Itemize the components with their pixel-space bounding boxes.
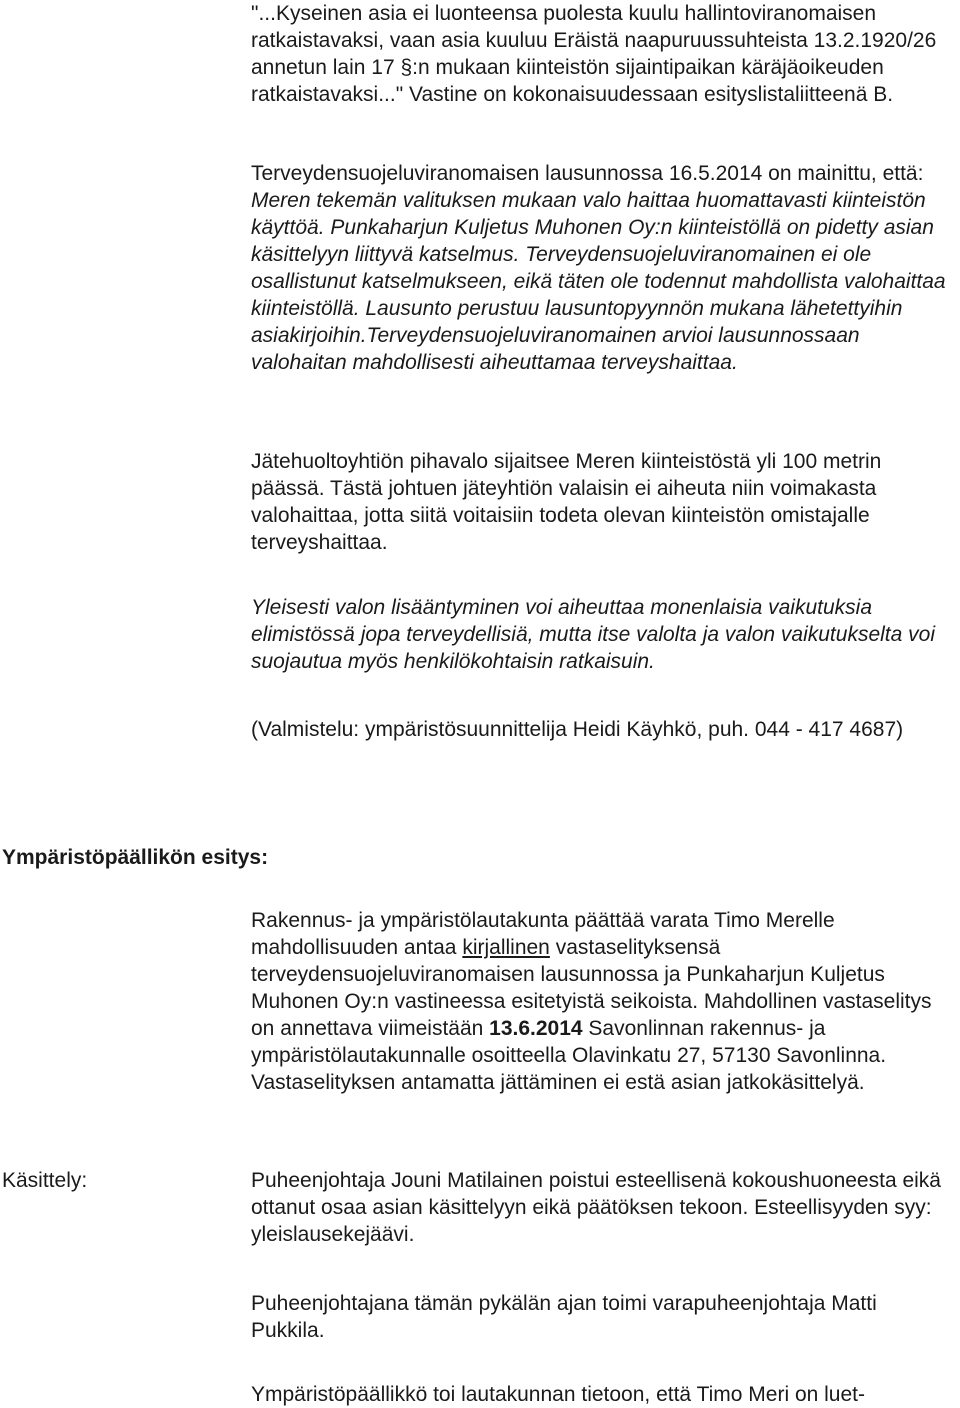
quote-text: "...Kyseinen asia ei luonteensa puolesta kuulu hallintoviranomaisen ratkaistavaksi, vaan asia kuuluu Eräistä naapuruussuhteista 13.2.1920/26 annetun lain 17 §:n mukaan kiinteistön sijaintipaikan käräjäoikeuden ratkaistavaksi..." Vastine on kokonaisuudessaan esityslistaliitteenä B. (251, 2, 937, 106)
proposal-underlined-word: kirjallinen (462, 936, 550, 959)
preparation-text: (Valmistelu: ympäristösuunnittelija Heidi Käyhkö, puh. 044 - 417 4687) (251, 718, 904, 741)
preparation-paragraph (251, 716, 951, 743)
proposal-part-3: Savonlinnan rakennus- ja ympäristölautakunnalle osoitteella Olavinkatu 27, 57130 Savonlinna. Vastaselityksen antamatta jättäminen ei estä asian jatkokäsittelyä. (251, 1017, 887, 1094)
proposal-part-1: Rakennus- ja ympäristölautakunta päättää varata Timo Merelle mahdollisuuden antaa (251, 909, 835, 959)
health-authority-paragraph (251, 160, 951, 376)
health-authority-quote-1: Meren tekemän valituksen mukaan valo haittaa huomattavasti kiinteistön käyttöä. (251, 189, 926, 239)
general-light-paragraph (251, 594, 951, 675)
proposal-paragraph (251, 907, 951, 1096)
waste-company-paragraph (251, 448, 951, 556)
kasittely-paragraph-3 (251, 1381, 951, 1408)
kasittely-text-3: Ympäristöpäällikkö toi lautakunnan tietoon, että Timo Meri on luet- (251, 1383, 865, 1406)
kasittely-text-2: Puheenjohtajana tämän pykälän ajan toimi varapuheenjohtaja Matti Pukkila. (251, 1292, 877, 1342)
kasittely-label: Käsittely: (2, 1169, 88, 1192)
kasittely-paragraph-1 (251, 1167, 951, 1248)
waste-company-text: Jätehuoltoyhtiön pihavalo sijaitsee Meren kiinteistöstä yli 100 metrin päässä. Tästä johtuen jäteyhtiön valaisin ei aiheuta niin voimakasta valohaittaa, jotta siitä voitaisiin todeta olevan kiinteistön omistajalle terveyshaittaa. (251, 450, 882, 554)
proposal-heading: Ympäristöpäällikön esitys: (2, 846, 269, 869)
general-light-text: Yleisesti valon lisääntyminen voi aiheuttaa monenlaisia vaikutuksia elimistössä jopa terveydellisiä, mutta itse valolta ja valon vaikutukselta voi suojautua myös henkilökohtaisin ratkaisuin. (251, 596, 935, 673)
quote-paragraph (251, 0, 951, 108)
health-authority-intro: Terveydensuojeluviranomaisen lausunnossa 16.5.2014 on mainittu, että: (251, 162, 924, 185)
health-authority-text (251, 160, 951, 376)
proposal-part-2: vastaselityksensä terveydensuojeluviranomaisen lausunnossa ja Punkaharjun Kuljetus Muhonen Oy:n vastineessa esitetyistä seikoista. Mahdollinen vastaselitys on annettava viimeistään (251, 936, 932, 1040)
kasittely-paragraph-2 (251, 1290, 951, 1344)
proposal-text (251, 907, 951, 1096)
health-authority-quote-2: Punkaharjun Kuljetus Muhonen Oy:n kiinteistöllä on pidetty asian käsittelyyn liittyvä katselmus. Terveydensuojeluviranomainen ei ole osallistunut katselmukseen, eikä täten ole todennut mahdollista valohaittaa kiinteistöllä. Lausunto perustuu lausuntopyynnön mukana lähetettyihin asiakirjoihin.Terveydensuojeluviranomainen arvioi lausunnossaan valohaitan mahdollisesti aiheuttamaa terveyshaittaa. (251, 216, 946, 374)
proposal-deadline-date: 13.6.2014 (489, 1017, 583, 1040)
kasittely-text-1: Puheenjohtaja Jouni Matilainen poistui esteellisenä kokoushuoneesta eikä ottanut osaa asian käsittelyyn eikä päätöksen tekoon. Esteellisyyden syy: yleislausekejäävi. (251, 1169, 941, 1246)
